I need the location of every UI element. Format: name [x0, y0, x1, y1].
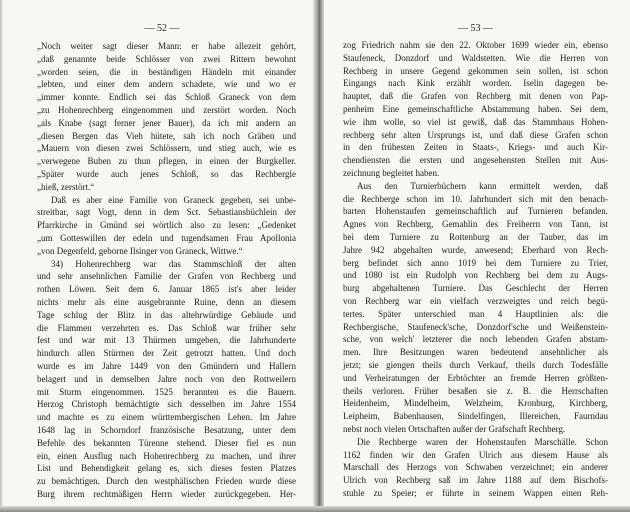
text-line: hauptet, daß die Grafen von Rechberg mit denen von Pap- [343, 91, 608, 102]
text-line: nebst noch vielen Ortschaften außer der Grafschaft Rechberg. [343, 423, 566, 434]
text-line: Agnes von Rechberg, Gemahlin des Freiherrn von Tann, ist [343, 219, 608, 230]
text-line: von Rechberg war ein vielfach verzweigtes und reich begü- [343, 295, 608, 306]
text-line: in den frühesten Zeiten in Staats-, Kriegs- und auch Kir- [343, 142, 608, 153]
text-line: und Verheiratungen der Erbtöchter an fremde Herren größten- [343, 372, 608, 383]
text-line: ein, einen Ausflug nach Hohenrechberg zu machen, und ihrer [37, 450, 296, 461]
text-line: fest und war mit 13 Thürmen umgeben, die Jahrhunderte [37, 335, 296, 346]
text-line: Marschall des Herzogs von Schwaben verzeichnet; ein anderer [343, 462, 608, 473]
text-line: Heidenheim, Mindelheim, Welzheim, Kronburg, Kirchberg, [343, 398, 608, 409]
text-line: barten Hohenstaufen gemeinschaftlich auf Turnieren befanden. [343, 206, 608, 217]
text-line: rothen Löwen. Seit dem 6. Januar 1865 ist's aber leider [37, 284, 296, 295]
text-line: „von Degenfeld, geborne Ilsinger von Graneck, Wittwe.“ [37, 245, 243, 256]
text-line: und sehr ansehnlichen Familie der Grafen von Rechberg und [37, 271, 296, 282]
text-line: Eingangs nach Kink erzählt worden. Iselin dagegen be- [343, 78, 608, 89]
text-line: „Noch weiter sagt dieser Mann: er habe allezeit gehört, [37, 41, 296, 51]
text-line: 1648 lag in Schorndorf französische Besatzung, unter dem [37, 424, 296, 435]
text-line: wie ihm wolle, so viel ist gewiß, daß das Stammhaus Hohen- [343, 116, 608, 127]
text-line: List und Behendigkeit gelang es, sich dieses festen Platzes [37, 463, 296, 474]
text-line: „lebten, und einer dem andern schadete, wie und wo er [37, 79, 296, 90]
text-line: „diesen Bergen das Vieh hütete, sah ich noch Gräben und [37, 130, 296, 141]
text-line: Ulrich von Rechberg saß im Jahre 1188 auf dem Bischofs- [343, 475, 608, 486]
text-line: „verwegene Buben zu thun pflegen, in einen der Burgkeller. [37, 156, 296, 167]
text-line: stuhle zu Speier; er führte in seinem Wappen einen Reh- [343, 487, 608, 498]
text-line: jetzt; sie giengen theils durch Verkauf, theils durch Todesfälle [343, 359, 608, 370]
scan-bottom-edge [0, 506, 630, 512]
text-line: Rechberg in unsere Gegend gekommen sein sollen, ist schon [343, 65, 608, 76]
text-line: „hieß, zerstört.“ [37, 181, 95, 192]
text-line: Pfarrkirche in Gmünd sei wörtlich also zu lesen: „Gedenket [37, 220, 296, 231]
text-line: Jahre 942 abgehalten wurde, anwesend; Eberhard von Rech- [343, 244, 608, 255]
text-line: „zu Hohenrechberg eingenommen und zerstört worden. Noch [37, 104, 296, 115]
text-line: berg befindet sich anno 1019 bei dem Turniere zu Trier, [343, 257, 608, 268]
text-line: Burg ihrem rechtmäßigen Herrn wieder zurückgegeben. Her- [37, 488, 296, 499]
text-line: tertes. Später unterschied man 4 Hauptlinien als: die [343, 308, 608, 319]
text-line: zeichnung begleitet haben. [343, 167, 440, 178]
text-line: streitbar, sagt Vogt, denn in dem Sct. Sebastiansbüchlein der [37, 207, 296, 218]
text-line: Herzog Christoph bemächtigte sich desselben im Jahre 1554 [37, 399, 296, 410]
text-line: Tage schlug der Blitz in das altehrwürdige Gebäude und [37, 309, 296, 320]
right-text-column [343, 39, 608, 500]
text-line: rechberg sehr alten Ursprungs ist, und daß diese Grafen schon [343, 129, 608, 140]
page-number-left: — 52 — [144, 23, 180, 34]
text-line: Rechbergische, Staufeneck'sche, Donzdorf'sche und Weißenstein- [343, 321, 608, 332]
scan-left-edge [0, 0, 3, 512]
text-line: theils verloren. Früher besaßen sie z. B. die Herrschaften [343, 385, 608, 396]
text-line: 1162 finden wir den Grafen Ulrich aus diesem Hause als [343, 449, 608, 460]
text-line: und machte es zu einem württembergischen Lehen. Im Jahre [37, 412, 296, 423]
text-line: „um Gotteswillen der edeln und tugendsamen Frau Apollonia [37, 232, 296, 243]
text-line: zog Friedrich nahm sie den 22. Oktober 1699 wieder ein, ebenso [343, 40, 608, 50]
text-line: zu bemächtigen. Durch den westphälischen Frieden wurde diese [37, 476, 296, 487]
text-line: „daß genannte beide Schlösser von zwei Rittern bewohnt [37, 53, 296, 64]
text-line: burg abgehaltenen Turniere. Das Geschlecht der Herren [343, 283, 608, 294]
text-line: und 1080 ist ein Rudolph von Rechberg bei dem zu Augs- [343, 270, 608, 281]
text-line: belagert und in demselben Jahre noch von den Rottweilern [37, 373, 296, 384]
text-line: „worden seien, die in beständigen Händeln mit einander [37, 66, 296, 77]
text-line: men. Ihre Besitzungen waren bedeutend ansehnlicher als [343, 347, 608, 358]
text-line: chendiensten die ersten und angesehensten Stellen mit Aus- [343, 155, 608, 166]
text-line: Befehle des bekannten Türenne stehend. Dieser fiel es nun [37, 437, 296, 448]
text-line: penheim Eine gemeinschaftliche Abstammung haben. Sei dem, [343, 103, 608, 114]
text-line: wurde es im Jahre 1449 von den Gmündern und Hallern [37, 360, 296, 371]
text-line: „als Knabe (sagt ferner jener Bauer), da ich mit andern an [37, 117, 296, 128]
left-text-column [37, 40, 296, 501]
text-line: Leipheim, Babenhausen, Sindelfingen, Illereichen, Faurndau [343, 411, 608, 422]
text-line: bei dem Turniere zu Rottenburg an der Tauber, das im [343, 231, 608, 242]
text-line: Staufeneck, Donzdorf und Waldstetten. Wie die Herren von [343, 52, 608, 63]
text-line: hindurch allen Stürmen der Zeit getrotzt hatten. Und doch [37, 348, 296, 359]
text-line: die Rechberge schon im 10. Jahrhundert sich mit den benach- [343, 193, 608, 204]
text-line: „immer konnte. Endlich sei das Schloß Graneck von dem [37, 92, 296, 103]
text-line: Daß es aber eine Familie von Graneck gegeben, sei unbe- [51, 194, 296, 205]
text-line: Die Rechberge waren der Hohenstaufen Marschälle. Schon [357, 436, 608, 447]
text-line: nichts mehr als eine ausgebrannte Ruine, denn an diesem [37, 296, 296, 307]
book-gutter [313, 0, 324, 512]
text-line: Aus den Turnierbüchern kann ermittelt werden, daß [357, 180, 608, 191]
text-line: die Flammen verzehrten es. Das Schloß war früher sehr [37, 322, 296, 333]
text-line: sche, von welch' letzterer die noch lebenden Grafen abstam- [343, 334, 608, 345]
text-line: mit Sturm eingenommen. 1525 berannten es die Bauern. [37, 386, 296, 397]
page-number-right: — 53 — [458, 23, 493, 34]
text-line: „Später wurde auch jenes Schloß, so das Rechbergle [37, 168, 296, 179]
text-line: „Mauern von diesen zwei Schlössern, und stieg auch, wie es [37, 143, 296, 154]
text-line: 34) Hohenrechberg war das Stammschloß der alten [51, 258, 296, 269]
